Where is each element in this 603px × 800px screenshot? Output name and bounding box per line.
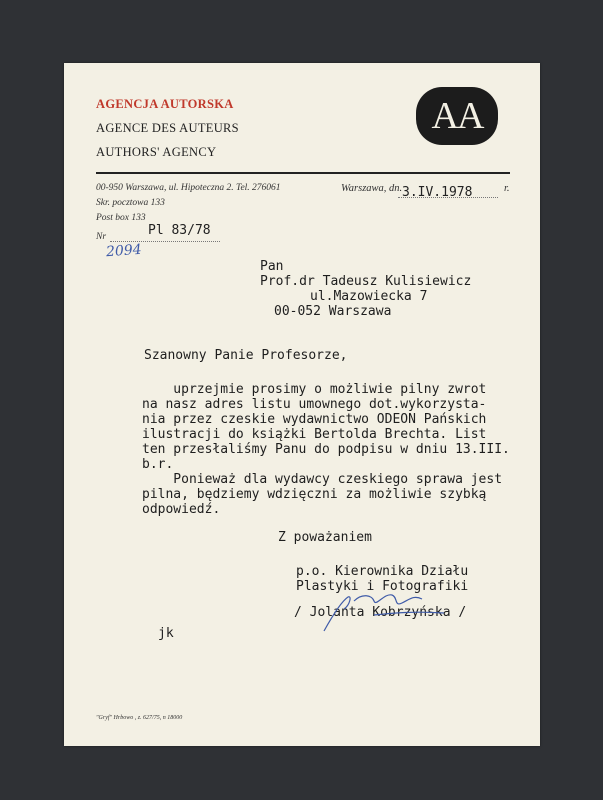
- signatory-name: / Jolanta Kobrzyńska /: [294, 605, 467, 620]
- agency-logo: [416, 87, 498, 145]
- body-line: b.r.: [142, 457, 174, 472]
- agency-po-box: Skr. pocztowa 133: [96, 198, 165, 208]
- agency-address: 00-950 Warszawa, ul. Hipoteczna 2. Tel. 276061: [96, 183, 281, 193]
- nr-label: Nr: [96, 232, 107, 242]
- body-line: ilustracji do książki Bertolda Brechta. List: [142, 427, 487, 442]
- agency-name-pl: AGENCJA AUTORSKA: [96, 97, 234, 111]
- body-line: nia przez czeskie wydawnictwo ODEON Pańskich: [142, 412, 487, 427]
- print-footer: "Gryf" Hrbowo , z. 627/75, n 18000: [96, 715, 183, 721]
- typist-initials: jk: [158, 626, 174, 641]
- letter-sheet: [64, 63, 540, 746]
- year-suffix: r.: [504, 183, 510, 194]
- city-label: Warszawa, dn.: [341, 183, 403, 194]
- body-line: pilna, będziemy wdzięczni za możliwie szybką: [142, 487, 487, 502]
- handwritten-number: 2094: [105, 241, 143, 261]
- handwritten-signature: [314, 583, 454, 633]
- recipient-name: Prof.dr Tadeusz Kulisiewicz: [260, 274, 472, 289]
- agency-post-box: Post box 133: [96, 213, 146, 223]
- closing: Z poważaniem: [278, 530, 372, 545]
- body-line: na nasz adres listu umownego dot.wykorzysta-: [142, 397, 487, 412]
- body-line: odpowiedź.: [142, 502, 221, 517]
- signature-title-2: Plastyki i Fotografiki: [296, 579, 469, 594]
- agency-name-fr: AGENCE DES AUTEURS: [96, 121, 239, 135]
- signature-title-1: p.o. Kierownika Działu: [296, 564, 469, 579]
- logo-text: AA: [431, 95, 483, 137]
- reference-number: Pl 83/78: [148, 223, 211, 238]
- body-line: ten przesłaliśmy Panu do podpisu w dniu 13.III.: [142, 442, 510, 457]
- body-line: uprzejmie prosimy o możliwie pilny zwrot: [142, 382, 487, 397]
- recipient-title: Pan: [260, 259, 284, 274]
- greeting: Szanowny Panie Profesorze,: [144, 348, 348, 363]
- agency-name-en: AUTHORS' AGENCY: [96, 145, 217, 159]
- recipient-street: ul.Mazowiecka 7: [310, 289, 428, 304]
- body-line: Ponieważ dla wydawcy czeskiego sprawa jest: [142, 472, 503, 487]
- recipient-city: 00-052 Warszawa: [274, 304, 392, 319]
- header-rule: [96, 172, 510, 174]
- letter-date: 3.IV.1978: [402, 185, 473, 200]
